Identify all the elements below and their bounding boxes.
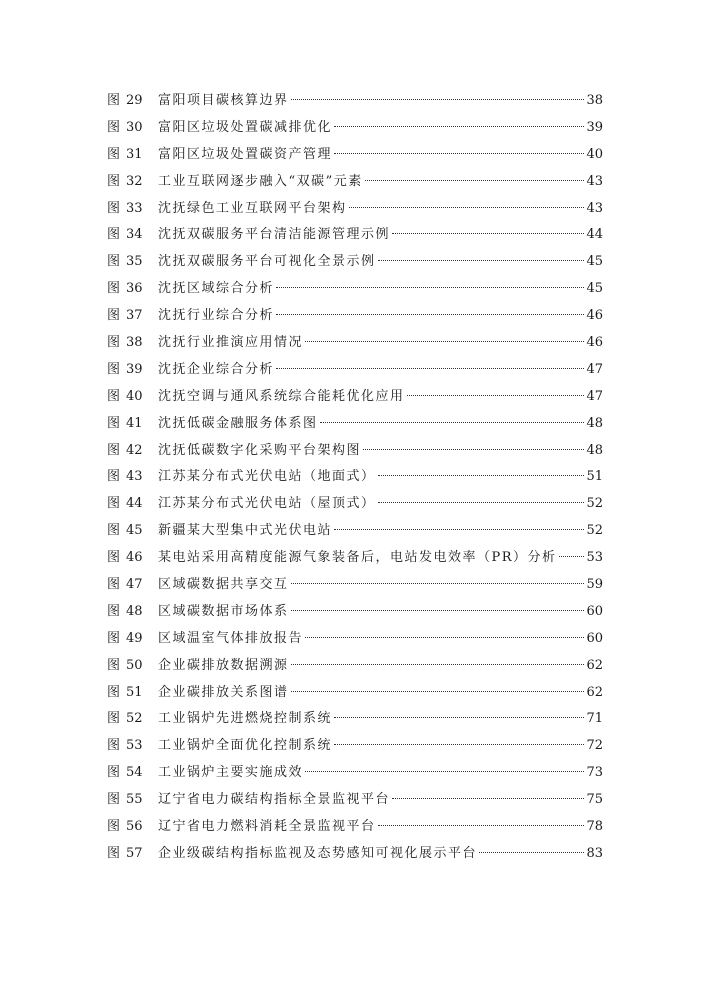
page-number: 44 xyxy=(586,227,603,243)
figure-label xyxy=(107,787,158,814)
figure-word: 图 xyxy=(107,173,121,189)
toc-entry[interactable] xyxy=(107,760,603,787)
figure-word: 图 xyxy=(107,684,121,700)
toc-entry[interactable] xyxy=(107,491,603,518)
figure-number: 32 xyxy=(126,173,143,189)
figure-label xyxy=(107,411,158,438)
toc-entry[interactable] xyxy=(107,303,603,330)
page-number: 48 xyxy=(586,415,603,431)
figure-word: 图 xyxy=(107,254,121,270)
figure-title: 工业锅炉先进燃烧控制系统 xyxy=(158,711,333,727)
figure-number: 46 xyxy=(126,550,143,566)
dot-leader xyxy=(479,852,584,853)
dot-leader xyxy=(334,744,584,745)
figure-title: 富阳区垃圾处置碳减排优化 xyxy=(158,119,333,135)
figure-number: 34 xyxy=(126,227,143,243)
figure-title: 沈抚行业推演应用情况 xyxy=(158,335,304,351)
figure-number: 40 xyxy=(126,388,143,404)
page-number: 83 xyxy=(586,845,603,861)
figure-number: 33 xyxy=(126,200,143,216)
page-number: 47 xyxy=(586,388,603,404)
toc-entry[interactable] xyxy=(107,706,603,733)
figure-word: 图 xyxy=(107,765,121,781)
dot-leader xyxy=(334,126,584,127)
figure-label xyxy=(107,276,158,303)
page-number: 38 xyxy=(586,93,603,108)
figure-title: 富阳区垃圾处置碳资产管理 xyxy=(158,146,333,162)
figure-label xyxy=(107,249,158,276)
figure-title: 区域温室气体排放报告 xyxy=(158,630,304,646)
figure-number: 54 xyxy=(126,765,143,781)
figure-label xyxy=(107,814,158,841)
figure-label xyxy=(107,438,158,465)
page-number: 73 xyxy=(586,765,603,781)
dot-leader xyxy=(276,368,584,369)
figure-number: 57 xyxy=(126,845,143,861)
toc-entry[interactable] xyxy=(107,464,603,491)
toc-entry[interactable] xyxy=(107,411,603,438)
figure-word: 图 xyxy=(107,442,121,458)
figure-word: 图 xyxy=(107,523,121,539)
toc-entry[interactable] xyxy=(107,438,603,465)
figure-title: 企业级碳结构指标监视及态势感知可视化展示平台 xyxy=(158,845,478,861)
figure-word: 图 xyxy=(107,119,121,135)
page-number: 75 xyxy=(586,792,603,808)
figure-number: 44 xyxy=(126,496,143,512)
figure-label xyxy=(107,760,158,787)
figure-number: 53 xyxy=(126,738,143,754)
page-number: 48 xyxy=(586,442,603,458)
figure-word: 图 xyxy=(107,281,121,297)
toc-entry[interactable] xyxy=(107,680,603,707)
figure-word: 图 xyxy=(107,738,121,754)
figure-number: 41 xyxy=(126,415,143,431)
figure-title: 工业互联网逐步融入“双碳”元素 xyxy=(158,173,363,189)
figure-label xyxy=(107,357,158,384)
figure-word: 图 xyxy=(107,146,121,162)
figure-label xyxy=(107,384,158,411)
toc-entry[interactable] xyxy=(107,169,603,196)
dot-leader xyxy=(276,287,584,288)
dot-leader xyxy=(363,449,584,450)
figure-title: 沈抚低碳金融服务体系图 xyxy=(158,415,318,431)
figure-title: 富阳项目碳核算边界 xyxy=(158,93,289,108)
figure-number: 30 xyxy=(126,119,143,135)
toc-entry[interactable] xyxy=(107,115,603,142)
dot-leader xyxy=(392,798,584,799)
dot-leader xyxy=(291,583,585,584)
dot-leader xyxy=(334,153,584,154)
figure-word: 图 xyxy=(107,469,121,485)
dot-leader xyxy=(559,556,585,557)
figure-label xyxy=(107,303,158,330)
figure-title: 工业锅炉主要实施成效 xyxy=(158,765,304,781)
toc-entry[interactable] xyxy=(107,787,603,814)
figure-title: 某电站采用高精度能源气象装备后，电站发电效率（PR）分析 xyxy=(158,550,557,566)
figure-label xyxy=(107,680,158,707)
figure-number: 43 xyxy=(126,469,143,485)
figure-number: 45 xyxy=(126,523,143,539)
page-number: 45 xyxy=(586,281,603,297)
dot-leader xyxy=(334,717,584,718)
page-number: 39 xyxy=(586,119,603,135)
page-number: 62 xyxy=(586,657,603,673)
figure-title: 沈抚双碳服务平台可视化全景示例 xyxy=(158,254,376,270)
toc-entry[interactable] xyxy=(107,518,603,545)
figure-title: 区域碳数据共享交互 xyxy=(158,577,289,593)
figure-word: 图 xyxy=(107,415,121,431)
figure-label xyxy=(107,88,158,115)
figure-word: 图 xyxy=(107,657,121,673)
figure-word: 图 xyxy=(107,792,121,808)
figure-number: 50 xyxy=(126,657,143,673)
figure-number: 36 xyxy=(126,281,143,297)
figure-word: 图 xyxy=(107,630,121,646)
toc-entry[interactable] xyxy=(107,222,603,249)
figure-number: 51 xyxy=(126,684,143,700)
figure-word: 图 xyxy=(107,496,121,512)
toc-entry[interactable] xyxy=(107,841,603,868)
figure-title: 江苏某分布式光伏电站（地面式） xyxy=(158,469,376,485)
figure-word: 图 xyxy=(107,603,121,619)
figure-title: 江苏某分布式光伏电站（屋顶式） xyxy=(158,496,376,512)
dot-leader xyxy=(305,637,584,638)
toc-entry[interactable] xyxy=(107,733,603,760)
figure-number: 47 xyxy=(126,577,143,593)
figure-word: 图 xyxy=(107,361,121,377)
figure-label xyxy=(107,169,158,196)
toc-entry[interactable] xyxy=(107,572,603,599)
figure-title: 工业锅炉全面优化控制系统 xyxy=(158,738,333,754)
dot-leader xyxy=(291,664,585,665)
figure-number: 39 xyxy=(126,361,143,377)
figure-word: 图 xyxy=(107,711,121,727)
figure-label xyxy=(107,545,158,572)
dot-leader xyxy=(291,691,585,692)
toc-entry[interactable] xyxy=(107,384,603,411)
page-number: 47 xyxy=(586,361,603,377)
dot-leader xyxy=(378,260,585,261)
figure-number: 38 xyxy=(126,335,143,351)
figure-label xyxy=(107,222,158,249)
figure-number: 55 xyxy=(126,792,143,808)
figure-title: 沈抚企业综合分析 xyxy=(158,361,275,377)
figure-word: 图 xyxy=(107,335,121,351)
page-number: 59 xyxy=(586,577,603,593)
figure-word: 图 xyxy=(107,819,121,835)
toc-entry[interactable] xyxy=(107,814,603,841)
figure-title: 沈抚空调与通风系统综合能耗优化应用 xyxy=(158,388,405,404)
page-number: 60 xyxy=(586,630,603,646)
dot-leader xyxy=(392,233,584,234)
page-number: 43 xyxy=(586,173,603,189)
figure-label xyxy=(107,196,158,223)
figure-word: 图 xyxy=(107,200,121,216)
page-number: 71 xyxy=(586,711,603,727)
dot-leader xyxy=(291,99,585,100)
toc-entry[interactable] xyxy=(107,626,603,653)
figure-title: 企业碳排放关系图谱 xyxy=(158,684,289,700)
page-number: 60 xyxy=(586,603,603,619)
toc-entry[interactable] xyxy=(107,142,603,169)
page-number: 53 xyxy=(586,550,603,566)
figure-word: 图 xyxy=(107,550,121,566)
dot-leader xyxy=(378,502,585,503)
figure-number: 42 xyxy=(126,442,143,458)
figure-title: 沈抚绿色工业互联网平台架构 xyxy=(158,200,347,216)
toc-entry[interactable] xyxy=(107,545,603,572)
page-number: 62 xyxy=(586,684,603,700)
dot-leader xyxy=(365,180,585,181)
page-number: 72 xyxy=(586,738,603,754)
dot-leader xyxy=(291,610,585,611)
dot-leader xyxy=(378,475,585,476)
figure-word: 图 xyxy=(107,227,121,243)
toc-entry[interactable] xyxy=(107,88,603,115)
figure-number: 31 xyxy=(126,146,143,162)
page-number: 51 xyxy=(586,469,603,485)
figure-number: 29 xyxy=(126,93,143,108)
dot-leader xyxy=(407,395,585,396)
figure-label xyxy=(107,464,158,491)
dot-leader xyxy=(349,207,585,208)
toc-entry[interactable] xyxy=(107,196,603,223)
figure-label xyxy=(107,599,158,626)
figure-label xyxy=(107,491,158,518)
page-number: 45 xyxy=(586,254,603,270)
page-number: 46 xyxy=(586,335,603,351)
figure-number: 56 xyxy=(126,819,143,835)
dot-leader xyxy=(334,529,584,530)
page-number: 52 xyxy=(586,523,603,539)
page-number: 78 xyxy=(586,819,603,835)
figure-title: 沈抚低碳数字化采购平台架构图 xyxy=(158,442,362,458)
dot-leader xyxy=(305,771,584,772)
figure-label xyxy=(107,518,158,545)
figure-title: 辽宁省电力碳结构指标全景监视平台 xyxy=(158,792,391,808)
figure-label xyxy=(107,330,158,357)
page-number: 52 xyxy=(586,496,603,512)
figure-label xyxy=(107,841,158,868)
dot-leader xyxy=(320,422,585,423)
figure-label xyxy=(107,115,158,142)
figure-title: 沈抚区域综合分析 xyxy=(158,281,275,297)
figure-word: 图 xyxy=(107,388,121,404)
list-of-figures xyxy=(107,88,603,868)
figure-title: 沈抚行业综合分析 xyxy=(158,308,275,324)
toc-entry[interactable] xyxy=(107,653,603,680)
dot-leader xyxy=(305,341,584,342)
figure-number: 49 xyxy=(126,630,143,646)
figure-label xyxy=(107,142,158,169)
figure-word: 图 xyxy=(107,93,121,108)
figure-label xyxy=(107,733,158,760)
figure-number: 37 xyxy=(126,308,143,324)
figure-word: 图 xyxy=(107,308,121,324)
figure-number: 35 xyxy=(126,254,143,270)
figure-number: 48 xyxy=(126,603,143,619)
toc-entry[interactable] xyxy=(107,249,603,276)
page-number: 46 xyxy=(586,308,603,324)
page-number: 40 xyxy=(586,146,603,162)
figure-title: 沈抚双碳服务平台清洁能源管理示例 xyxy=(158,227,391,243)
figure-number: 52 xyxy=(126,711,143,727)
figure-title: 新疆某大型集中式光伏电站 xyxy=(158,523,333,539)
toc-entry[interactable] xyxy=(107,357,603,384)
dot-leader xyxy=(378,825,585,826)
figure-word: 图 xyxy=(107,577,121,593)
figure-label xyxy=(107,572,158,599)
figure-label xyxy=(107,653,158,680)
figure-title: 辽宁省电力燃料消耗全景监视平台 xyxy=(158,819,376,835)
toc-entry[interactable] xyxy=(107,276,603,303)
toc-entry[interactable] xyxy=(107,599,603,626)
figure-label xyxy=(107,706,158,733)
toc-entry[interactable] xyxy=(107,330,603,357)
dot-leader xyxy=(276,314,584,315)
figure-title: 区域碳数据市场体系 xyxy=(158,603,289,619)
figure-title: 企业碳排放数据溯源 xyxy=(158,657,289,673)
figure-label xyxy=(107,626,158,653)
page-number: 43 xyxy=(586,200,603,216)
figure-word: 图 xyxy=(107,845,121,861)
